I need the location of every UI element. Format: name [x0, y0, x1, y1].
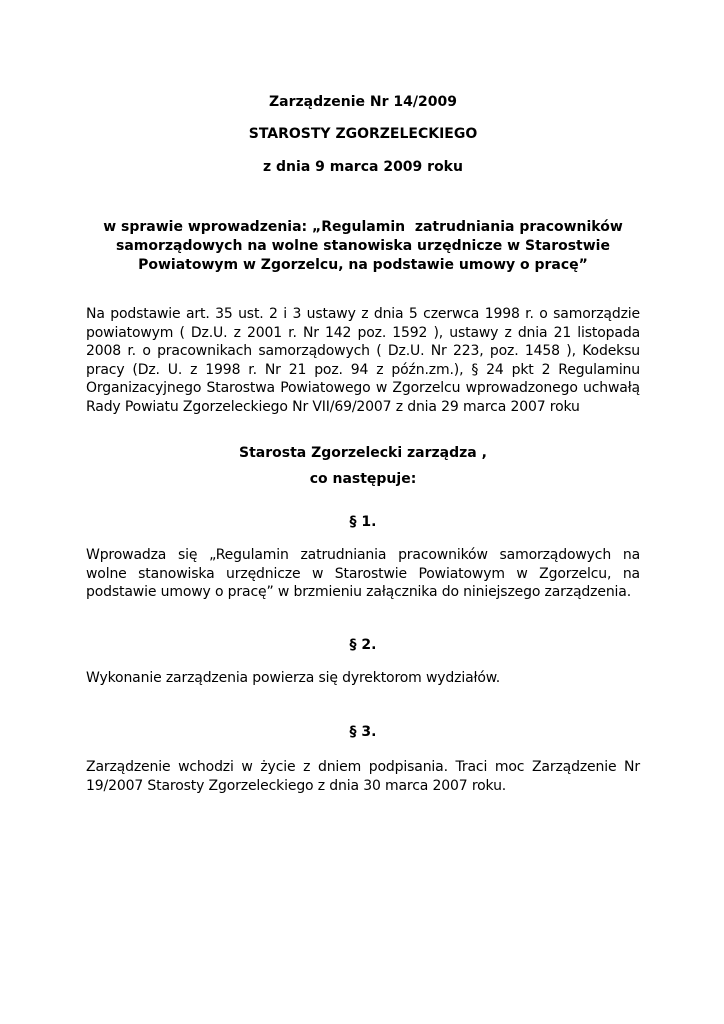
section-3-text: Zarządzenie wchodzi w życie z dniem podpisania. Traci moc Zarządzenie Nr 19/2007 Starosty Zgorzeleckiego z dnia 30 marca 2007 roku. [86, 759, 640, 794]
issuer-name: STAROSTY ZGORZELECKIEGO [248, 126, 478, 142]
legal-basis-paragraph: Na podstawie art. 35 ust. 2 i 3 ustawy z dnia 5 czerwca 1998 r. o samorządzie powiatowym ( Dz.U. z 2001 r. Nr 142 poz. 1592 ), ustawy z dnia 21 listopada 2008 r. o pracownikach samorządowych ( Dz.U. Nr 223, poz. 1458 ), Kodeksu pracy (Dz. U. z 1998 r. Nr 21 poz. 94 z późn.zm.), § 24 pkt 2 Regulaminu Organizacyjnego Starostwa Powiatowego w Zgorzelcu wprowadzonego uchwałą Rady Powiatu Zgorzeleckiego Nr VII/69/2007 z dnia 29 marca 2007 roku [86, 306, 640, 415]
section-2-text: Wykonanie zarządzenia powierza się dyrektorom wydziałów. [86, 670, 501, 686]
decree-line-1: Starosta Zgorzelecki zarządza , [239, 445, 487, 461]
section-1-heading: § 1. [349, 514, 377, 530]
subject-block [86, 218, 640, 275]
subject-line-1: w sprawie wprowadzenia: „Regulamin zatrudniania pracowników [103, 219, 623, 235]
section-3-heading: § 3. [349, 724, 377, 740]
decree-line-2: co następuje: [309, 471, 417, 487]
document-title: Zarządzenie Nr 14/2009 [269, 94, 457, 110]
document-date: z dnia 9 marca 2009 roku [263, 159, 463, 175]
section-2-heading: § 2. [349, 637, 377, 653]
subject-line-3: Powiatowym w Zgorzelcu, na podstawie umowy o pracę” [138, 257, 588, 273]
subject-line-2: samorządowych na wolne stanowiska urzędnicze w Starostwie [116, 238, 610, 254]
section-1-text: Wprowadza się „Regulamin zatrudniania pracowników samorządowych na wolne stanowiska urzędnicze w Starostwie Powiatowym w Zgorzelcu, na podstawie umowy o pracę” w brzmieniu załącznika do niniejszego zarządzenia. [86, 547, 640, 600]
